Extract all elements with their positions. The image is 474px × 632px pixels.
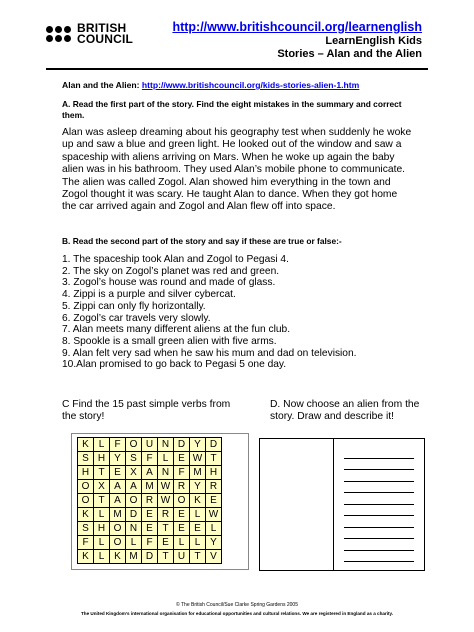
description-lines: [344, 447, 414, 562]
statement-item: 1. The spaceship took Alan and Zogol to Pegasi 4.: [62, 254, 289, 265]
word-search-cell[interactable]: T: [206, 452, 222, 466]
writing-line[interactable]: [344, 482, 414, 494]
word-search-cell[interactable]: U: [142, 438, 158, 452]
word-search-cell[interactable]: X: [94, 480, 110, 494]
header-divider: [46, 68, 428, 70]
word-search-cell[interactable]: U: [174, 550, 190, 564]
word-search-cell[interactable]: L: [158, 452, 174, 466]
word-search-cell[interactable]: O: [174, 494, 190, 508]
story-link-label: Alan and the Alien:: [62, 80, 142, 90]
word-search-row: [78, 480, 222, 494]
section-a-heading: A. Read the first part of the story. Find the eight mistakes in the summary and correct them.: [62, 99, 402, 120]
writing-line[interactable]: [344, 551, 414, 563]
drawing-area[interactable]: [260, 439, 334, 570]
word-search-row: [78, 466, 222, 480]
statement-item: 9. Alan felt very sad when he saw his mum and dad on television.: [62, 347, 357, 359]
word-search-cell[interactable]: T: [94, 466, 110, 480]
word-search-cell[interactable]: H: [78, 466, 94, 480]
word-search-cell[interactable]: N: [158, 466, 174, 480]
word-search-cell[interactable]: L: [94, 550, 110, 564]
logo-line-2: COUNCIL: [77, 32, 134, 46]
word-search-cell[interactable]: K: [78, 438, 94, 452]
word-search-cell[interactable]: X: [126, 466, 142, 480]
word-search-cell[interactable]: M: [142, 480, 158, 494]
word-search-row: [78, 452, 222, 466]
footer-charity-note: The United Kingdom’s international organisation for educational opportunities and cultural relations. We are registered in England as a charity.: [80, 611, 394, 616]
word-search-cell[interactable]: E: [142, 522, 158, 536]
logo-dots-icon: [46, 26, 71, 42]
page-title: Stories – Alan and the Alien: [277, 48, 422, 60]
story-link[interactable]: http://www.britishcouncil.org/kids-stories-alien-1.htm: [141, 80, 360, 90]
word-search-cell[interactable]: Y: [190, 480, 206, 494]
word-search-cell[interactable]: E: [174, 522, 190, 536]
word-search-row: [78, 522, 222, 536]
word-search-cell[interactable]: T: [94, 494, 110, 508]
word-search-cell[interactable]: A: [110, 480, 126, 494]
word-search-cell[interactable]: E: [206, 494, 222, 508]
word-search-cell[interactable]: W: [206, 508, 222, 522]
word-search-cell[interactable]: E: [110, 466, 126, 480]
word-search-cell[interactable]: A: [126, 480, 142, 494]
word-search-cell[interactable]: W: [158, 494, 174, 508]
statement-item: 7. Alan meets many different aliens at the fun club.: [62, 324, 291, 336]
word-search-cell[interactable]: F: [142, 536, 158, 550]
word-search-cell[interactable]: E: [142, 508, 158, 522]
section-d-heading: D. Now choose an alien from the story. Draw and describe it!: [270, 399, 420, 422]
word-search-cell[interactable]: E: [190, 522, 206, 536]
writing-line[interactable]: [344, 459, 414, 471]
word-search-cell[interactable]: R: [142, 494, 158, 508]
statement-item: 6. Zogol’s car travels very slowly.: [62, 312, 211, 324]
statement-item: 5. Zippi can only fly horizontally.: [62, 300, 206, 312]
writing-line[interactable]: [344, 470, 414, 482]
story-link-line: [62, 80, 359, 90]
word-search-cell[interactable]: L: [190, 508, 206, 522]
word-search-cell[interactable]: F: [78, 536, 94, 550]
writing-line[interactable]: [344, 505, 414, 517]
word-search-cell[interactable]: S: [78, 452, 94, 466]
word-search-cell[interactable]: E: [158, 536, 174, 550]
header-info: [172, 20, 422, 61]
word-search-cell[interactable]: S: [78, 522, 94, 536]
section-b-heading: B. Read the second part of the story and say if these are true or false:-: [62, 236, 342, 246]
word-search-cell[interactable]: H: [94, 452, 110, 466]
word-search-cell[interactable]: Y: [110, 452, 126, 466]
word-search-row: [78, 494, 222, 508]
word-search-cell[interactable]: O: [78, 480, 94, 494]
true-false-list: [62, 254, 356, 371]
word-search-cell[interactable]: F: [142, 452, 158, 466]
word-search-cell[interactable]: E: [174, 452, 190, 466]
word-search-cell[interactable]: M: [126, 550, 142, 564]
word-search-cell[interactable]: O: [126, 494, 142, 508]
word-search-cell[interactable]: T: [190, 550, 206, 564]
writing-line[interactable]: [344, 493, 414, 505]
word-search-cell[interactable]: F: [174, 466, 190, 480]
word-search-cell[interactable]: R: [158, 508, 174, 522]
word-search-cell[interactable]: A: [142, 466, 158, 480]
statement-item: 10.Alan promised to go back to Pegasi 5 one day.: [62, 359, 287, 371]
word-search-cell[interactable]: L: [206, 522, 222, 536]
word-search-cell[interactable]: R: [174, 480, 190, 494]
learnenglish-link[interactable]: http://www.britishcouncil.org/learnenglish: [172, 20, 422, 34]
british-council-logo: [46, 23, 133, 45]
statement-item: 8. Spookle is a small green alien with five arms.: [62, 335, 277, 347]
word-search-cell[interactable]: F: [110, 438, 126, 452]
word-search-cell[interactable]: A: [110, 494, 126, 508]
footer-copyright: © The British Council/Sue Clarke Spring Gardens 2005: [176, 602, 298, 608]
word-search-grid: [77, 437, 222, 564]
word-search-cell[interactable]: H: [94, 522, 110, 536]
statement-item: 3. Zogol’s house was round and made of glass.: [62, 277, 276, 289]
word-search-cell[interactable]: L: [190, 536, 206, 550]
word-search-cell[interactable]: N: [126, 522, 142, 536]
statement-item: 2. The sky on Zogol’s planet was red and green.: [62, 265, 280, 277]
word-search-cell[interactable]: Y: [190, 438, 206, 452]
word-search-cell[interactable]: D: [142, 550, 158, 564]
word-search-cell[interactable]: L: [94, 508, 110, 522]
word-search-cell[interactable]: N: [158, 438, 174, 452]
word-search-cell[interactable]: O: [110, 536, 126, 550]
section-c-heading: C Find the 15 past simple verbs from the story!: [62, 399, 231, 422]
word-search-cell[interactable]: M: [190, 466, 206, 480]
writing-line[interactable]: [344, 516, 414, 528]
word-search-cell[interactable]: T: [158, 550, 174, 564]
site-name: LearnEnglish Kids: [325, 35, 422, 47]
word-search-cell[interactable]: L: [126, 536, 142, 550]
word-search-cell[interactable]: Y: [206, 536, 222, 550]
word-search-cell[interactable]: K: [190, 494, 206, 508]
logo-line-1: BRITISH: [77, 21, 127, 35]
word-search-cell[interactable]: W: [190, 452, 206, 466]
word-search-cell[interactable]: H: [206, 466, 222, 480]
word-search-cell[interactable]: S: [126, 452, 142, 466]
writing-line[interactable]: [344, 539, 414, 551]
story-summary: Alan was asleep dreaming about his geography test when suddenly he woke up and saw a blue and green light. He looked out of the window and saw a spaceship with aliens arriving on Mars. When he woke up again the baby alien was in his bathroom. They used Alan’s mobile phone to communicate. The alien was called Zogol. Alan showed him everything in the town and Zogol thought it was scary. He taught Alan to dance. When they got home the car arrived again and Zogol and Alan flew off into space.: [62, 127, 412, 213]
word-search-cell[interactable]: R: [206, 480, 222, 494]
word-search-cell[interactable]: D: [126, 508, 142, 522]
word-search-cell[interactable]: O: [110, 522, 126, 536]
word-search-cell[interactable]: V: [206, 550, 222, 564]
word-search-row: [78, 438, 222, 452]
word-search-cell[interactable]: O: [78, 494, 94, 508]
word-search-cell[interactable]: L: [94, 536, 110, 550]
writing-line[interactable]: [344, 528, 414, 540]
word-search-row: [78, 508, 222, 522]
draw-describe-panel: [259, 438, 425, 571]
writing-line[interactable]: [344, 447, 414, 459]
word-search-cell[interactable]: K: [78, 550, 94, 564]
word-search-cell[interactable]: L: [94, 438, 110, 452]
word-search-cell[interactable]: W: [158, 480, 174, 494]
word-search-cell[interactable]: D: [206, 438, 222, 452]
statement-item: 4. Zippi is a purple and silver cybercat.: [62, 289, 236, 301]
word-search-cell[interactable]: L: [174, 536, 190, 550]
word-search-cell[interactable]: T: [158, 522, 174, 536]
word-search-cell[interactable]: O: [126, 438, 142, 452]
word-search-cell[interactable]: M: [110, 508, 126, 522]
word-search-cell[interactable]: K: [78, 508, 94, 522]
word-search-row: [78, 550, 222, 564]
word-search-cell[interactable]: E: [174, 508, 190, 522]
logo-text: [77, 23, 133, 45]
word-search-cell[interactable]: K: [110, 550, 126, 564]
word-search-row: [78, 536, 222, 550]
word-search-cell[interactable]: D: [174, 438, 190, 452]
